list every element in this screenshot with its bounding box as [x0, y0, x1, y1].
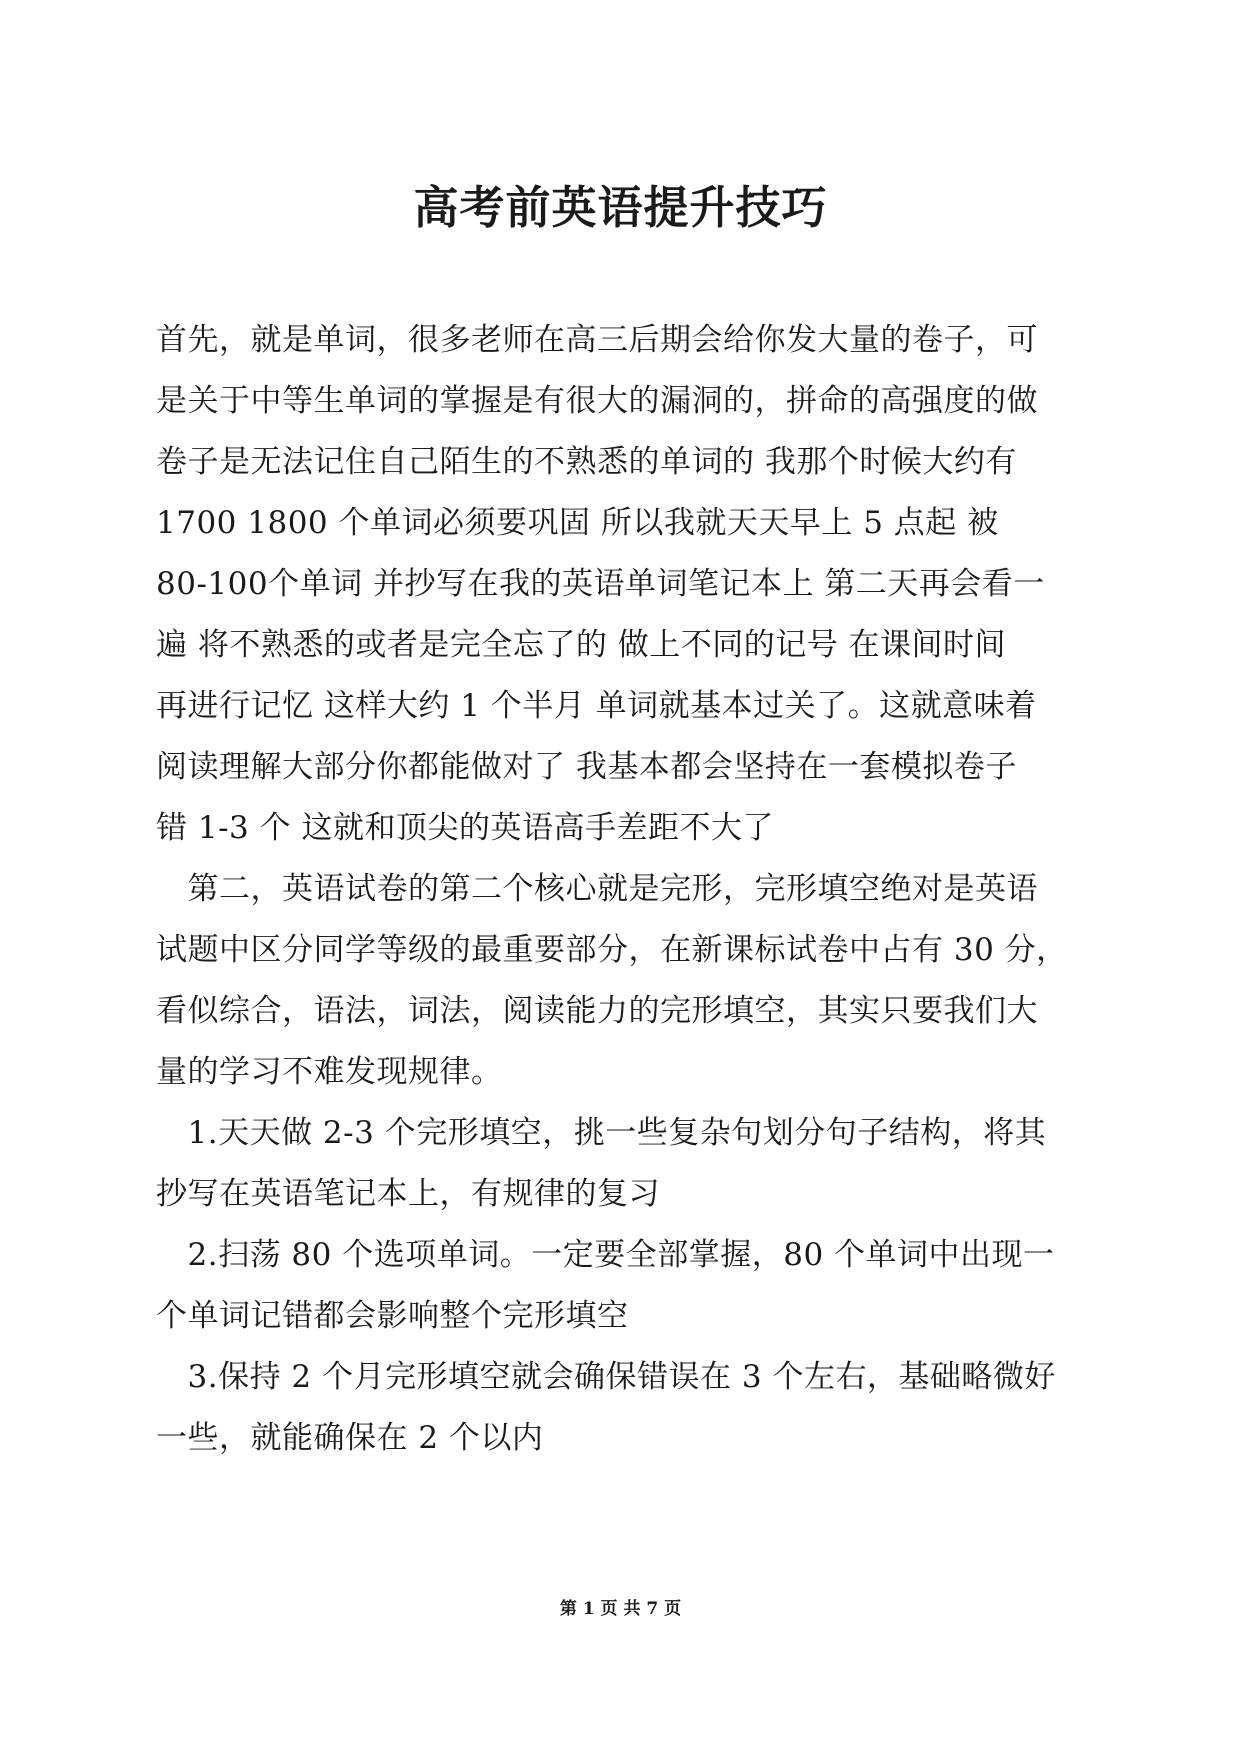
- body-line: 2.扫荡 80 个选项单词。一定要全部掌握，80 个单词中出现一: [156, 1237, 1055, 1273]
- body-line: 首先，就是单词，很多老师在高三后期会给你发大量的卷子，可: [156, 322, 1038, 358]
- body-line: 阅读理解大部分你都能做对了 我基本都会坚持在一套模拟卷子: [156, 749, 1017, 785]
- body-line: 试题中区分同学等级的最重要部分，在新课标试卷中占有 30 分，: [156, 932, 1068, 968]
- body-line: 抄写在英语笔记本上，有规律的复习: [156, 1176, 660, 1212]
- body-line: 第二，英语试卷的第二个核心就是完形，完形填空绝对是英语: [156, 871, 1038, 907]
- body-line: 看似综合，语法，词法，阅读能力的完形填空，其实只要我们大: [156, 993, 1038, 1029]
- body-line: 错 1-3 个 这就和顶尖的英语高手差距不大了: [156, 810, 774, 846]
- document-body: [156, 310, 1096, 1469]
- body-line: 个单词记错都会影响整个完形填空: [156, 1298, 629, 1334]
- body-line: 卷子是无法记住自己陌生的不熟悉的单词的 我那个时候大约有: [156, 444, 1017, 480]
- body-line: 1700 1800 个单词必须要巩固 所以我就天天早上 5 点起 被: [156, 505, 999, 541]
- body-line: 量的学习不难发现规律。: [156, 1054, 503, 1090]
- body-line: 是关于中等生单词的掌握是有很大的漏洞的，拼命的高强度的做: [156, 383, 1038, 419]
- document-title: 高考前英语提升技巧: [413, 181, 828, 234]
- body-line: 再进行记忆 这样大约 1 个半月 单词就基本过关了。这就意味着: [156, 688, 1037, 724]
- body-line: 一些，就能确保在 2 个以内: [156, 1420, 544, 1456]
- page-footer: 第 1 页 共 7 页: [559, 1599, 682, 1619]
- body-line: 遍 将不熟悉的或者是完全忘了的 做上不同的记号 在课间时间: [156, 627, 1007, 663]
- body-line: 1.天天做 2-3 个完形填空，挑一些复杂句划分句子结构，将其: [156, 1115, 1047, 1151]
- body-line: 3.保持 2 个月完形填空就会确保错误在 3 个左右，基础略微好: [156, 1359, 1056, 1395]
- body-line: 80-100个单词 并抄写在我的英语单词笔记本上 第二天再会看一: [156, 566, 1045, 602]
